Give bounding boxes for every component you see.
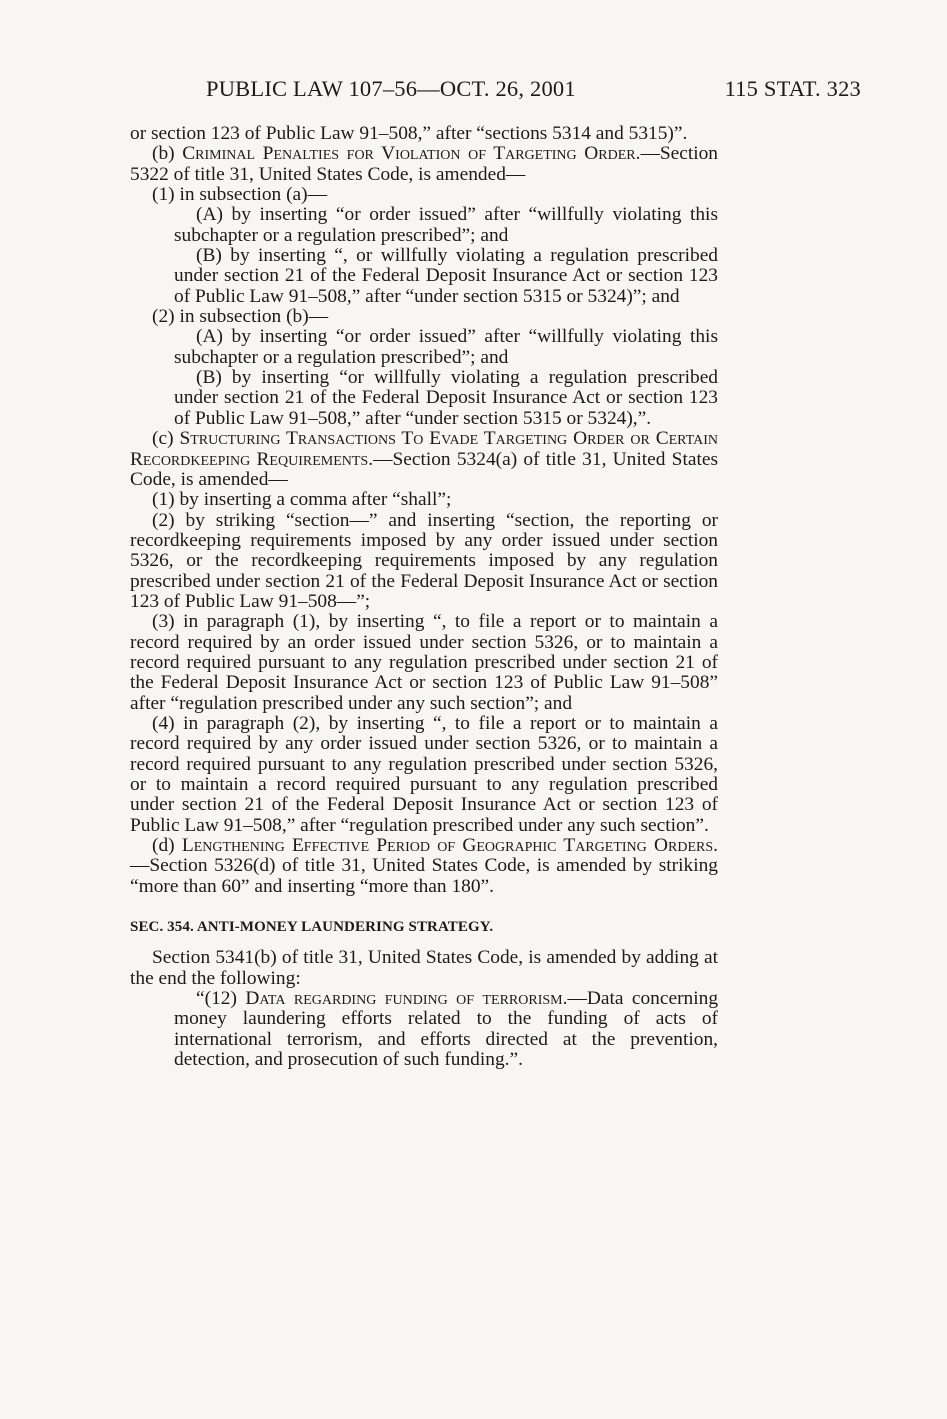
subsection-heading: Criminal Penalties for Violation of Targeting Order. — [182, 143, 641, 165]
paragraph-text: (A) by inserting “or order issued” after “willfully violating this subchapter or a regulation prescribed”; and — [174, 204, 718, 246]
paragraph-text: —Section 5324(a) of title 31, United States Code, is amended— — [130, 448, 718, 490]
paragraph-text: (B) by inserting “, or willfully violating a regulation prescribed under section 21 of the Federal Deposit Insurance Act or section 123 of Public Law 91–508,” after “under section 5315 or 5324)”; and — [174, 245, 718, 307]
paragraph-c1 — [130, 490, 718, 510]
subsection-b — [130, 144, 718, 185]
subparagraph-b2A — [130, 327, 718, 368]
quoted-paragraph-12 — [130, 989, 718, 1070]
section-354-text — [130, 948, 718, 989]
subsection-d — [130, 836, 718, 897]
subsection-number: (c) — [152, 428, 180, 450]
paragraph-c4 — [130, 714, 718, 836]
subsection-heading: Structuring Transactions To Evade Targeting Order or Certain Recordkeeping Requirements. — [130, 428, 718, 470]
paragraph-text: (2) by striking “section—” and inserting “section, the reporting or recordkeeping requirements imposed by any order issued under section 5326, or the recordkeeping requirements imposed by any regulation prescribed under section 21 of the Federal Deposit Insurance Act or section 123 of Public Law 91–508—”; — [130, 509, 718, 612]
paragraph-c2 — [130, 511, 718, 613]
subparagraph-b2B — [130, 368, 718, 429]
paragraph-text: —Section 5326(d) of title 31, United States Code, is amended by striking “more than 60” and inserting “more than 180”. — [130, 855, 718, 897]
header-law-citation: PUBLIC LAW 107–56—OCT. 26, 2001 — [206, 76, 576, 101]
subparagraph-b1B — [130, 246, 718, 307]
subsection-c — [130, 429, 718, 490]
paragraph-text: or section 123 of Public Law 91–508,” after “sections 5314 and 5315)”. — [130, 123, 688, 144]
subsection-number: (d) — [152, 835, 182, 857]
paragraph-text: (1) in subsection (a)— — [152, 184, 328, 206]
statute-body — [130, 124, 718, 1070]
paragraph-continuation — [130, 124, 718, 144]
header-statute-page: 115 STAT. 323 — [724, 76, 861, 101]
paragraph-heading: Data regarding funding of terrorism. — [245, 988, 568, 1010]
paragraph-b1 — [130, 185, 718, 205]
paragraph-text: (A) by inserting “or order issued” after “willfully violating this subchapter or a regulation prescribed”; and — [174, 326, 718, 368]
subsection-heading: Lengthening Effective Period of Geographic Targeting Orders. — [181, 835, 718, 857]
paragraph-text: (B) by inserting “or willfully violating a regulation prescribed under section 21 of the Federal Deposit Insurance Act or section 123 of Public Law 91–508,” after “under section 5315 or 5324),”. — [174, 367, 718, 429]
running-header — [206, 76, 861, 106]
paragraph-text: (1) by inserting a comma after “shall”; — [152, 489, 452, 511]
paragraph-c3 — [130, 612, 718, 714]
paragraph-text: Section 5341(b) of title 31, United States Code, is amended by adding at the end the following: — [130, 947, 718, 989]
subparagraph-b1A — [130, 205, 718, 246]
section-heading: SEC. 354. ANTI-MONEY LAUNDERING STRATEGY. — [130, 919, 494, 936]
subsection-number: (b) — [152, 143, 183, 165]
paragraph-text: —Data concerning money laundering efforts related to the funding of acts of international terrorism, and efforts directed at the prevention, detection, and prosecution of such funding.”. — [174, 988, 719, 1071]
paragraph-number: “(12) — [196, 988, 246, 1010]
paragraph-text: (4) in paragraph (2), by inserting “, to file a report or to maintain a record required by any order issued under section 5326, or to maintain a record required pursuant to any regulation prescribed under section 5326, or to maintain a record required pursuant to any regulation prescribed under section 21 of the Federal Deposit Insurance Act or section 123 of Public Law 91–508,” after “regulation prescribed under any such section”. — [130, 712, 718, 836]
paragraph-b2 — [130, 307, 718, 327]
paragraph-text: —Section 5322 of title 31, United States Code, is amended— — [130, 143, 718, 185]
paragraph-text: (2) in subsection (b)— — [152, 306, 329, 328]
paragraph-text: (3) in paragraph (1), by inserting “, to file a report or to maintain a record required by an order issued under section 5326, or to maintain a record required pursuant to any regulation prescribed under section 21 of the Federal Deposit Insurance Act or section 123 of Public Law 91–508” after “regulation prescribed under any such section”; and — [130, 611, 718, 714]
